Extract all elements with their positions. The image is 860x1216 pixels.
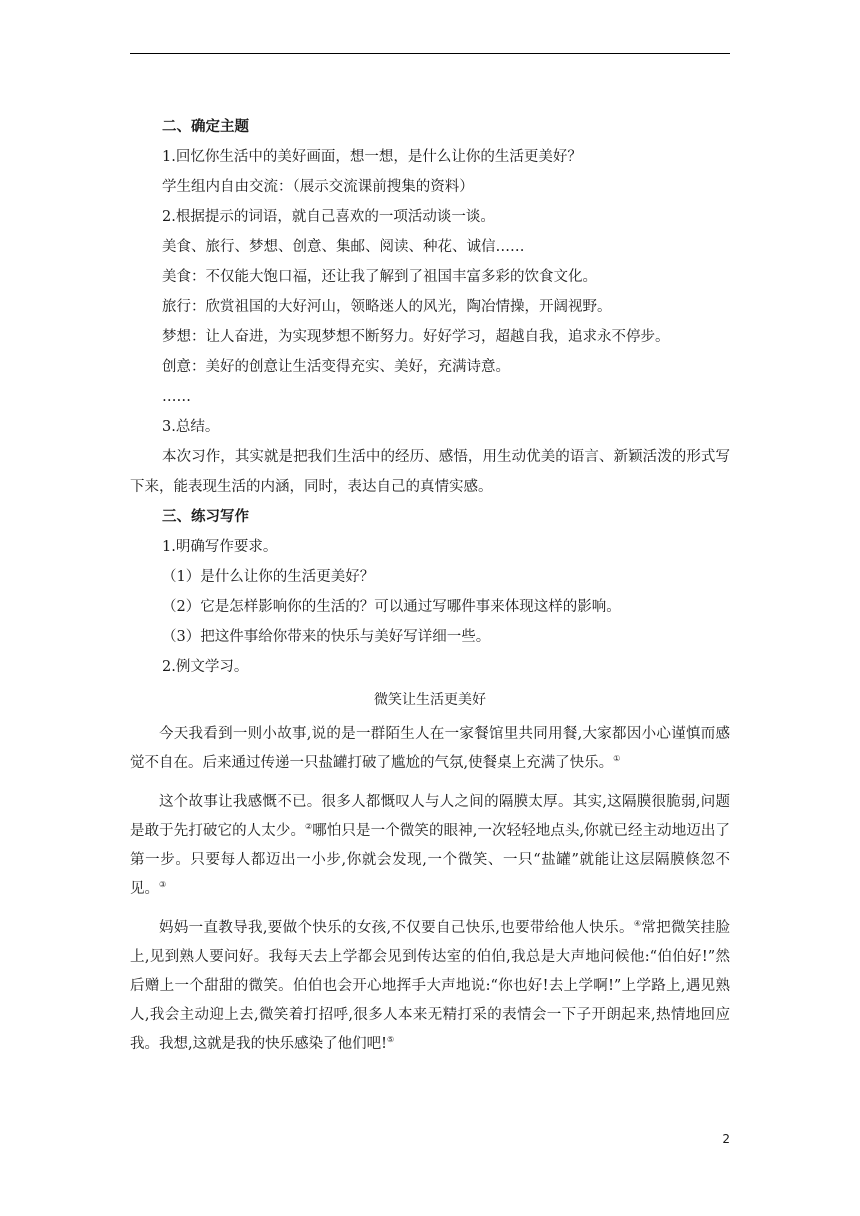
text-line: 旅行：欣赏祖国的大好河山，领略迷人的风光，陶冶情操，开阔视野。 <box>162 299 612 315</box>
text-line: 3.总结。 <box>162 419 220 435</box>
text-line: （3）把这件事给你带来的快乐与美好写详细一些。 <box>162 629 491 645</box>
annotation-mark: ① <box>613 754 621 764</box>
text-line: 梦想：让人奋进，为实现梦想不断努力。好好学习，超越自我，追求永不停步。 <box>162 329 670 345</box>
annotation-mark: ④ <box>633 919 642 929</box>
text-line: 学生组内自由交流：（展示交流课前搜集的资料） <box>162 179 474 195</box>
essay-text: 常把微笑挂脸上,见到熟人要问好。我每天去上学都会见到传达室的伯伯,我总是大声地问候他:“伯伯好!”然后赠上一个甜甜的微笑。伯伯也会开心地挥手大声地说:“你也好!去上学啊!”上学路上,遇见熟人,我会主动迎上去,微笑着打招呼,很多人本来无精打采的表情会一下子开朗起来,热情地回应我。我想,这就是我的快乐感染了他们吧! <box>130 920 731 1052</box>
header-rule <box>130 53 730 54</box>
essay-text: 哪怕只是一个微笑的眼神,一次轻轻地点头,你就已经主动地迈出了第一步。只要每人都迈出一小步,你就会发现,一个微笑、一只“盐罐”就能让这层隔膜倏忽不见。 <box>130 823 731 897</box>
essay-text: 今天我看到一则小故事,说的是一群陌生人在一家餐馆里共同用餐,大家都因小心谨慎而感觉不自在。后来通过传递一只盐罐打破了尴尬的气氛,使餐桌上充满了快乐。 <box>130 726 730 771</box>
text-line: （1）是什么让你的生活更美好？ <box>162 569 375 585</box>
text-line: 美食、旅行、梦想、创意、集邮、阅读、种花、诚信…… <box>162 239 525 255</box>
essay-text: 这个故事让我感慨不已。很多人都慨叹人与人之间的隔膜太厚。其实,这隔膜很脆弱,问题是敢于先打破它的人太少。 <box>130 794 730 839</box>
section-heading-3: 三、练习写作 <box>162 509 249 525</box>
essay-paragraph-2 <box>130 788 730 904</box>
essay-paragraph-1 <box>130 720 730 778</box>
page-number: 2 <box>722 1132 730 1146</box>
summary-paragraph: 本次习作，其实就是把我们生活中的经历、感悟，用生动优美的语言、新颖活泼的形式写下来，能表现生活的内涵，同时，表达自己的真情实感。 <box>130 449 730 495</box>
text-line: 1.回忆你生活中的美好画面，想一想，是什么让你的生活更美好？ <box>162 149 582 165</box>
annotation-mark: ⑤ <box>386 1035 395 1045</box>
text-line: （2）它是怎样影响你的生活的？可以通过写哪件事来体现这样的影响。 <box>162 599 621 615</box>
page-body <box>130 112 730 1059</box>
text-line: 1.明确写作要求。 <box>162 539 278 555</box>
annotation-mark: ② <box>305 822 313 832</box>
text-line: 创意：美好的创意让生活变得充实、美好，充满诗意。 <box>162 359 510 375</box>
essay-text: 妈妈一直教导我,要做个快乐的女孩,不仅要自己快乐,也要带给他人快乐。 <box>159 920 634 936</box>
text-line: 美食：不仅能大饱口福，还让我了解到了祖国丰富多彩的饮食文化。 <box>162 269 597 285</box>
text-line: 2.例文学习。 <box>162 659 249 675</box>
text-line: …… <box>162 389 191 405</box>
essay-title: 微笑让生活更美好 <box>374 692 486 708</box>
essay-paragraph-3 <box>130 914 730 1059</box>
section-heading-2: 二、确定主题 <box>162 119 249 135</box>
annotation-mark: ③ <box>159 880 167 890</box>
text-line: 2.根据提示的词语，就自己喜欢的一项活动谈一谈。 <box>162 209 495 225</box>
